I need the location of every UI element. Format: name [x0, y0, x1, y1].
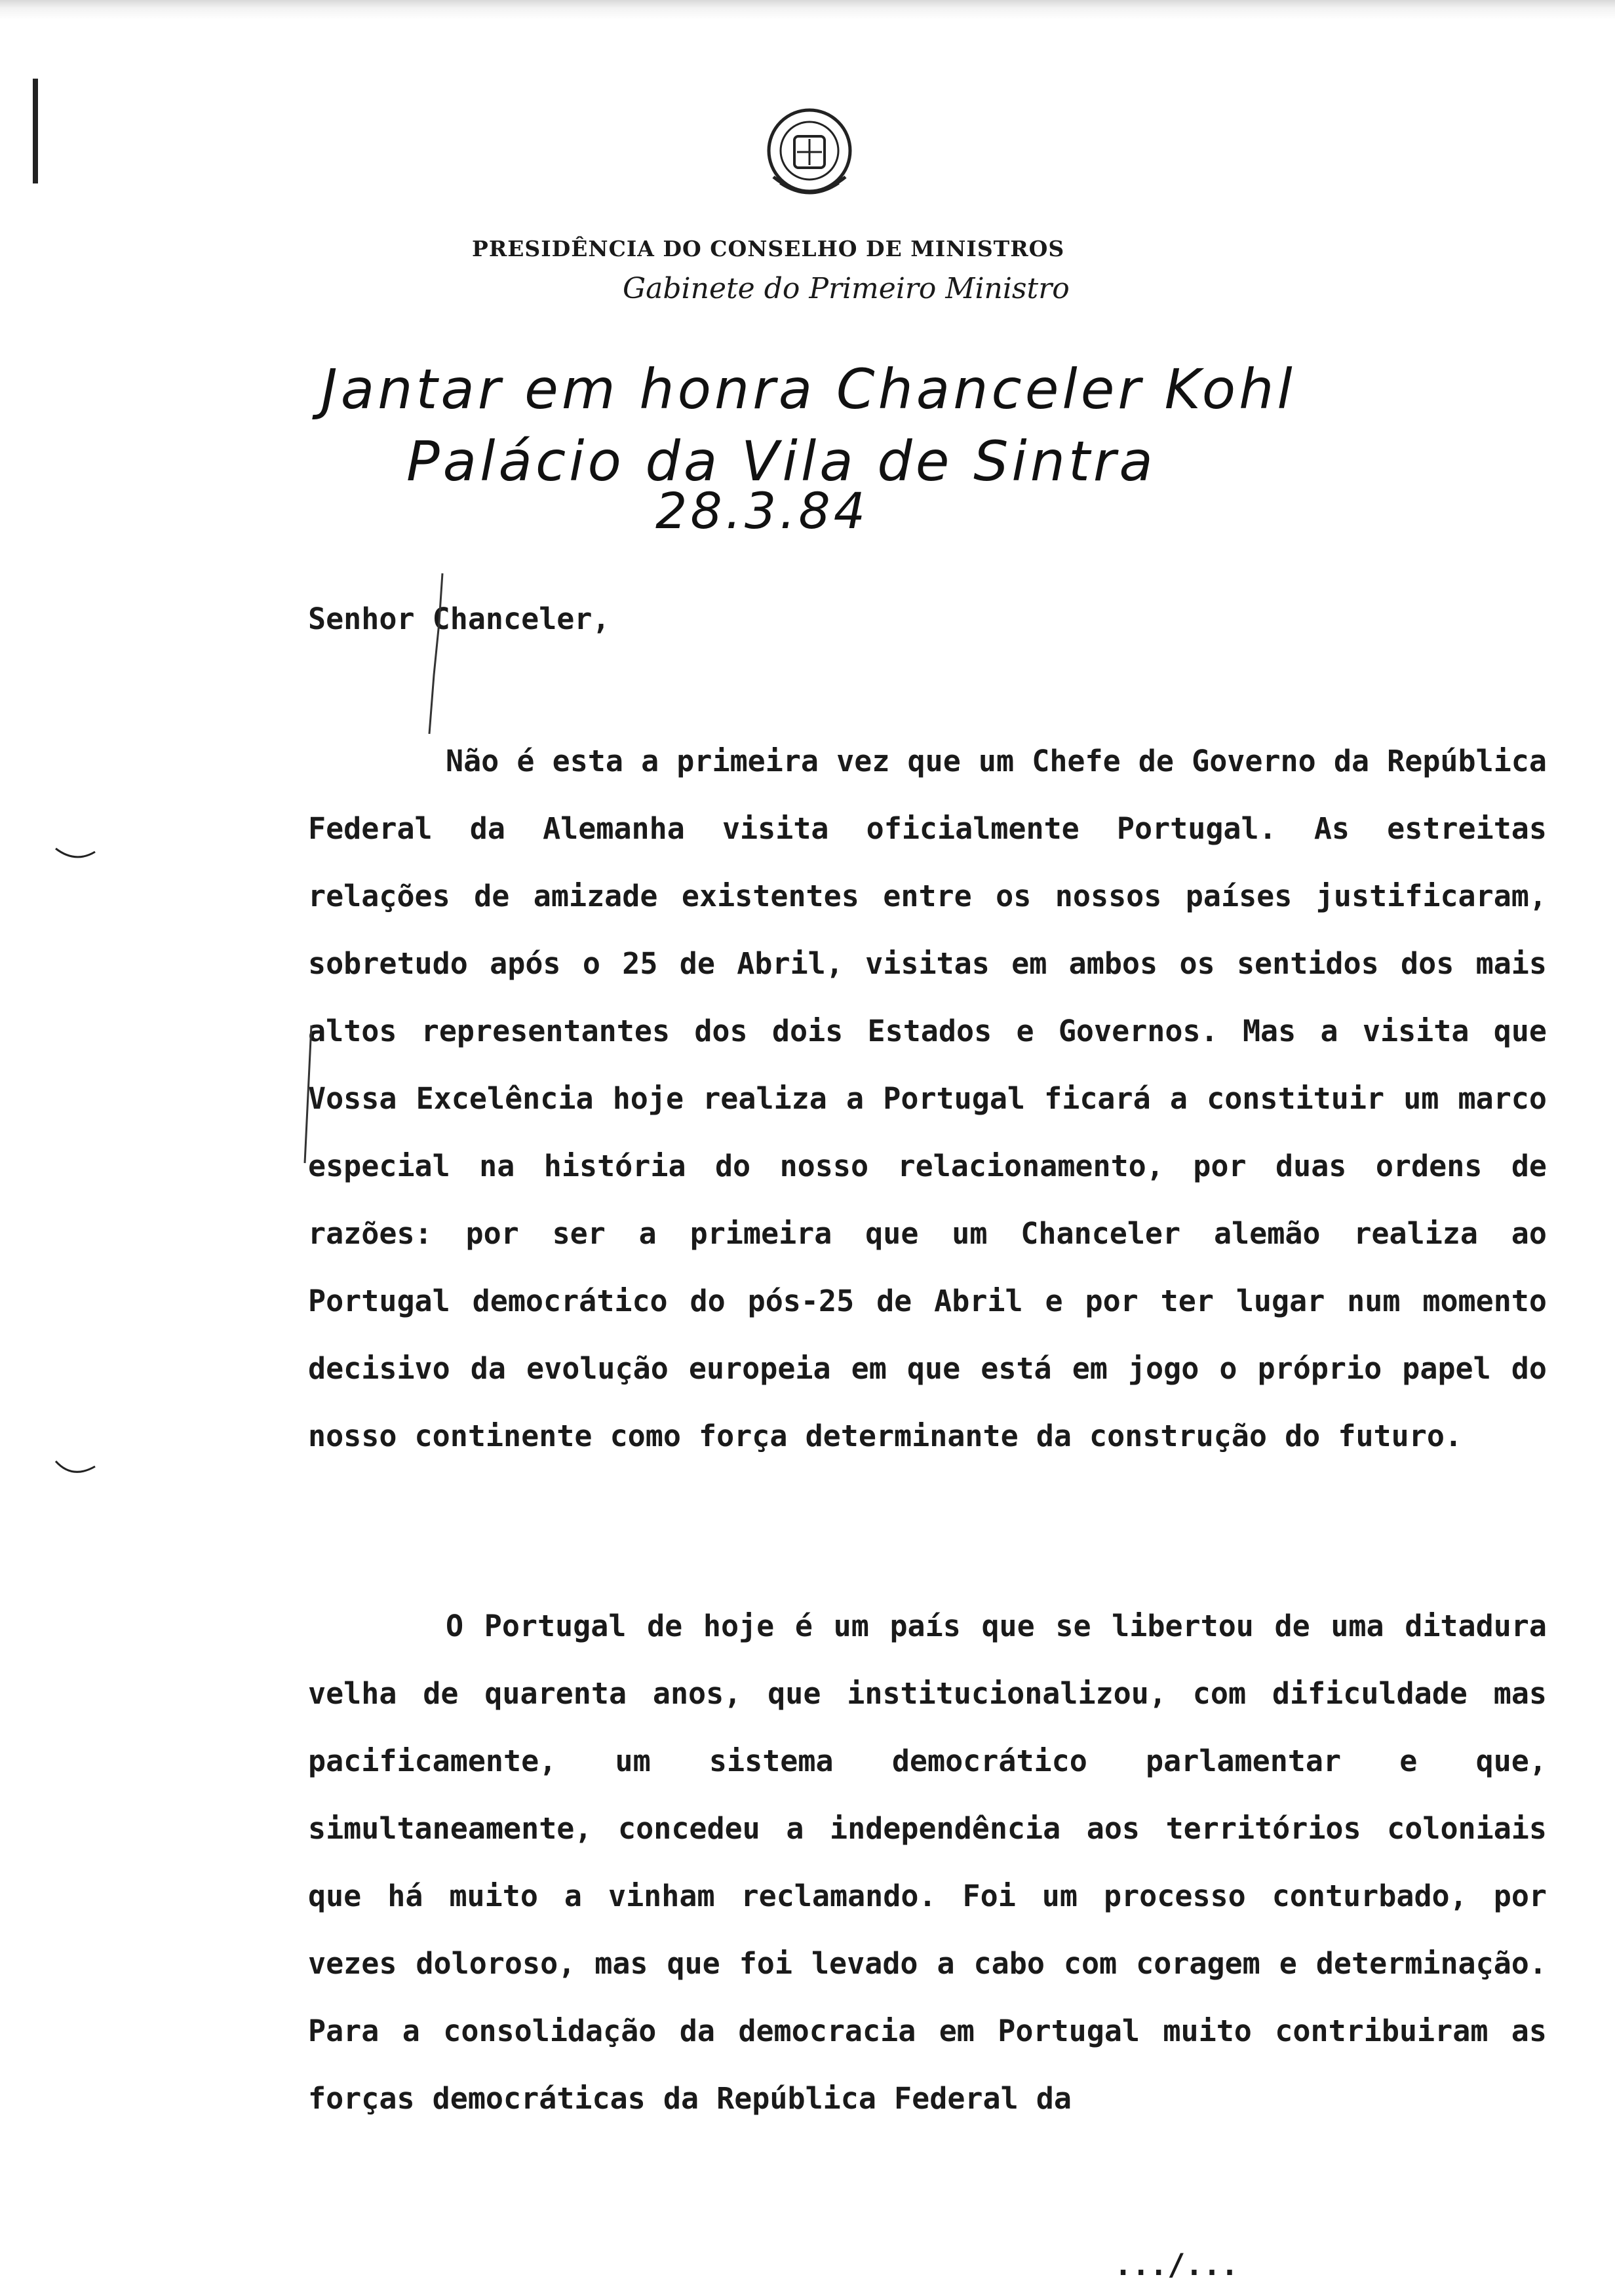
margin-mark — [52, 845, 98, 865]
coat-of-arms-seal — [754, 98, 865, 210]
margin-mark — [413, 570, 452, 740]
handwritten-note-line: Jantar em honra Chanceler Kohl — [321, 357, 1296, 421]
margin-mark — [33, 79, 38, 183]
scan-edge — [0, 0, 1615, 20]
handwritten-note-date: 28.3.84 — [655, 482, 869, 540]
body-paragraph: O Portugal de hoje é um país que se libertou de uma ditadura velha de quarenta anos, que institucionalizou, com dificuldade mas pacificamente, um sistema democrático parlamentar e que, simultaneamente, concedeu a independência aos territórios coloniais que há muito a vinham reclamando. Foi um processo conturbado, por vezes doloroso, mas que foi levado a cabo com coragem e determinação. Para a consolidação da democracia em Portugal muito contribuiram as forças democráticas da República Federal da — [308, 1609, 1547, 2116]
salutation: Senhor Chanceler, — [308, 602, 610, 636]
handwritten-note-line: Palácio da Vila de Sintra — [406, 429, 1156, 493]
cabinet-name: Gabinete do Primeiro Ministro — [623, 272, 1070, 305]
margin-mark — [52, 1455, 98, 1481]
margin-mark — [298, 1022, 318, 1166]
continuation-marker: .../... — [1114, 2248, 1239, 2282]
body-paragraph: Não é esta a primeira vez que um Chefe de Governo da República Federal da Alemanha visita oficialmente Portugal. As estreitas relações de amizade existentes entre os nossos países justificaram, sobretudo após o 25 de Abril, visitas em ambos os sentidos dos mais altos representantes dos dois Estados e Governos. Mas a visita que Vossa Excelência hoje realiza a Portugal ficará a constituir um marco especial na história do nosso relacionamento, por duas ordens de razões: por ser a primeira que um Chanceler alemão realiza ao Portugal democrático do pós-25 de Abril e por ter lugar num momento decisivo da evolução europeia em que está em jogo o próprio papel do nosso continente como força determinante da construção do futuro. — [308, 744, 1547, 1453]
institution-name: PRESIDÊNCIA DO CONSELHO DE MINISTROS — [472, 236, 1065, 261]
